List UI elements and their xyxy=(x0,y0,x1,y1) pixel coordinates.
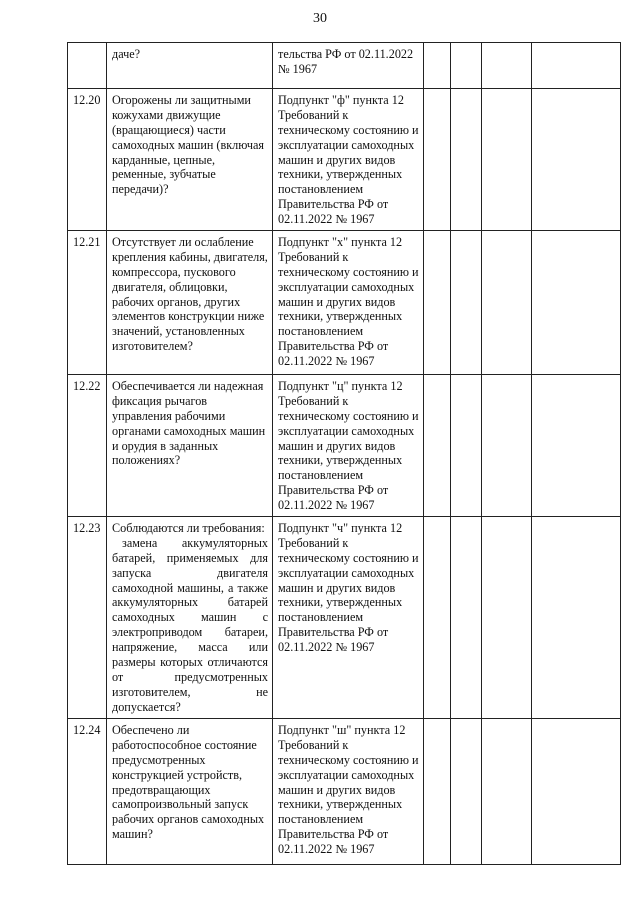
legal-reference: Подпункт "ф" пункта 12 Требований к техническому состоянию и эксплуатации самоходных машин и других видов техники, утвержденных постановлением Правительства РФ от 02.11.2022 № 1967 xyxy=(273,89,424,231)
question-requirement: замена аккумуляторных батарей, применяемых для запуска двигателя самоходной машины, а также аккумуляторных батарей самоходных машин с электроприводом батареи, напряжение, масса или размеры которых отличаются от предусмотренных изготовителем, не допускается? xyxy=(112,535,268,714)
answer-na-cell[interactable] xyxy=(482,89,532,231)
answer-no-cell[interactable] xyxy=(451,43,482,89)
answer-na-cell[interactable] xyxy=(482,43,532,89)
table-row xyxy=(68,231,621,375)
answer-yes-cell[interactable] xyxy=(424,231,451,375)
answer-no-cell[interactable] xyxy=(451,517,482,719)
note-cell[interactable] xyxy=(532,43,621,89)
legal-reference: тельства РФ от 02.11.2022 № 1967 xyxy=(273,43,424,89)
item-number: 12.24 xyxy=(68,719,107,865)
item-number: 12.20 xyxy=(68,89,107,231)
answer-na-cell[interactable] xyxy=(482,231,532,375)
note-cell[interactable] xyxy=(532,517,621,719)
legal-reference: Подпункт "ц" пункта 12 Требований к техническому состоянию и эксплуатации самоходных машин и других видов техники, утвержденных постановлением Правительства РФ от 02.11.2022 № 1967 xyxy=(273,375,424,517)
item-number xyxy=(68,43,107,89)
answer-yes-cell[interactable] xyxy=(424,719,451,865)
question-text: Отсутствует ли ослабление крепления кабины, двигателя, компрессора, пускового двигателя, облицовки, рабочих органов, других элементов конструкции ниже значений, установленных изготовителем? xyxy=(107,231,273,375)
answer-na-cell[interactable] xyxy=(482,375,532,517)
question-text: Обеспечено ли работоспособное состояние предусмотренных конструкцией устройств, предотвращающих самопроизвольный запуск рабочих органов самоходных машин? xyxy=(107,719,273,865)
answer-yes-cell[interactable] xyxy=(424,89,451,231)
note-cell[interactable] xyxy=(532,89,621,231)
answer-na-cell[interactable] xyxy=(482,517,532,719)
item-number: 12.21 xyxy=(68,231,107,375)
legal-reference: Подпункт "х" пункта 12 Требований к техническому состоянию и эксплуатации самоходных машин и других видов техники, утвержденных постановлением Правительства РФ от 02.11.2022 № 1967 xyxy=(273,231,424,375)
table-row xyxy=(68,719,621,865)
note-cell[interactable] xyxy=(532,375,621,517)
answer-no-cell[interactable] xyxy=(451,375,482,517)
table-row xyxy=(68,517,621,719)
question-text: Обеспечивается ли надежная фиксация рычагов управления рабочими органами самоходных машин и орудия в заданных положениях? xyxy=(107,375,273,517)
answer-yes-cell[interactable] xyxy=(424,43,451,89)
question-text: Огорожены ли защитными кожухами движущие (вращающиеся) части самоходных машин (включая карданные, цепные, ременные, зубчатые передачи)? xyxy=(107,89,273,231)
answer-na-cell[interactable] xyxy=(482,719,532,865)
answer-no-cell[interactable] xyxy=(451,719,482,865)
item-number: 12.22 xyxy=(68,375,107,517)
legal-reference: Подпункт "ш" пункта 12 Требований к техническому состоянию и эксплуатации самоходных машин и других видов техники, утвержденных постановлением Правительства РФ от 02.11.2022 № 1967 xyxy=(273,719,424,865)
table-row xyxy=(68,43,621,89)
note-cell[interactable] xyxy=(532,719,621,865)
answer-no-cell[interactable] xyxy=(451,231,482,375)
item-number: 12.23 xyxy=(68,517,107,719)
answer-no-cell[interactable] xyxy=(451,89,482,231)
question-heading: Соблюдаются ли требования: xyxy=(112,521,265,535)
note-cell[interactable] xyxy=(532,231,621,375)
table-row xyxy=(68,375,621,517)
question-text xyxy=(107,517,273,719)
answer-yes-cell[interactable] xyxy=(424,517,451,719)
checklist-table xyxy=(67,42,621,865)
page-number: 30 xyxy=(313,11,327,26)
question-text: даче? xyxy=(107,43,273,89)
answer-yes-cell[interactable] xyxy=(424,375,451,517)
table-row xyxy=(68,89,621,231)
legal-reference: Подпункт "ч" пункта 12 Требований к техническому состоянию и эксплуатации самоходных машин и других видов техники, утвержденных постановлением Правительства РФ от 02.11.2022 № 1967 xyxy=(273,517,424,719)
